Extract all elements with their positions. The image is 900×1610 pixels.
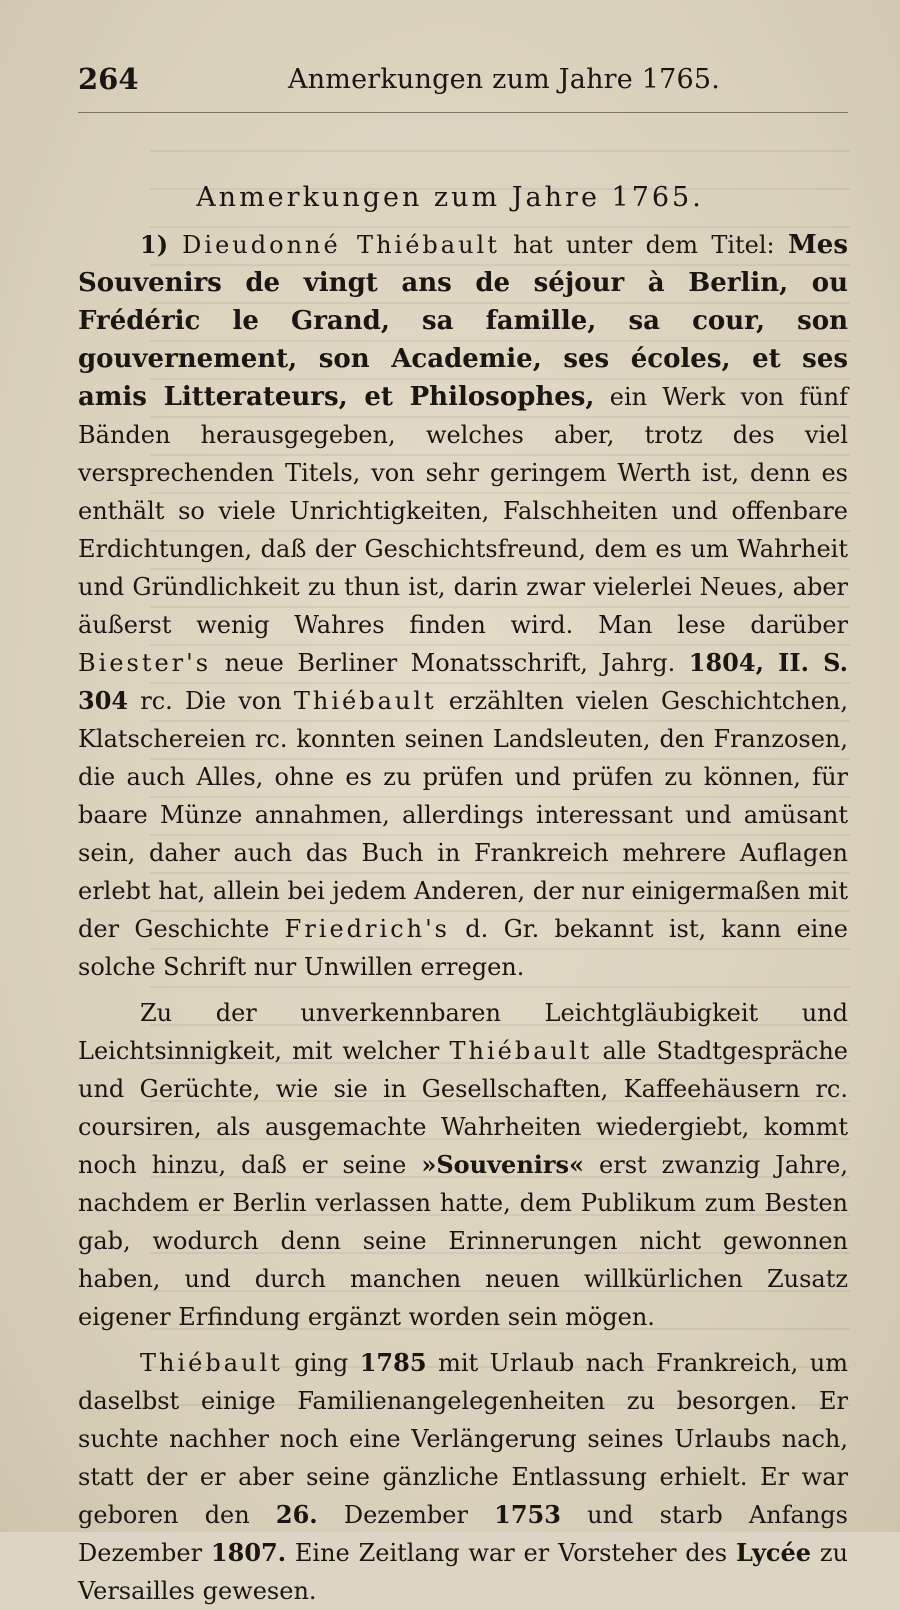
text-span: alle Stadtgespräche und Gerüchte, wie sie in Gesellschaften, Kaffeehäusern rc. coursiren, als ausgemachte Wahrheiten wiedergiebt, kommt noch hinzu, daß er seine	[78, 1037, 848, 1179]
section-title: Anmerkungen zum Jahre 1765.	[196, 182, 704, 213]
journal-reference: 1804, II. S. 304	[78, 648, 848, 715]
souvenirs-title: »Souvenirs«	[421, 1150, 585, 1179]
birth-year: 1753	[494, 1500, 561, 1529]
friedrich-name: Friedrich's	[284, 915, 450, 943]
text-span: und starb Anfangs Dezember	[78, 1501, 848, 1567]
text-span: ein Werk von fünf Bänden herausgegeben, welches aber, trotz des viel versprechenden Titels, von sehr geringem Werth ist, denn es enthält so viele Unrichtigkeiten, Falschheiten und offenbare Erdichtungen, daß der Geschichtsfreund, dem es um Wahrheit und Gründlichkeit zu thun ist, darin zwar vielerlei Neues, aber äußerst wenig Wahres finden wird. Man lese darüber	[78, 383, 848, 639]
death-year: 1807.	[210, 1538, 287, 1567]
author-name: Thiébault	[449, 1037, 593, 1065]
lycee-word: Lycée	[735, 1538, 812, 1567]
author-name: Thiébault	[140, 1349, 283, 1377]
text-span: Zu der unverkennbaren Leichtgläubigkeit und Leichtsinnigkeit, mit welcher	[78, 999, 848, 1065]
paragraph-3	[78, 1344, 848, 1610]
biester-name: Biester's	[78, 649, 212, 677]
author-name: Thiébault	[293, 687, 437, 715]
running-title: Anmerkungen zum Jahre 1765.	[288, 64, 721, 95]
author-name: Dieudonné Thiébault	[182, 231, 500, 259]
text-span: erzählten vielen Geschichtchen, Klatschereien rc. konnten seinen Landsleuten, den Franzosen, die auch Alles, ohne es zu prüfen und prüfen zu können, für baare Münze annahmen, allerdings interessant und amüsant sein, daher auch das Buch in Frankreich mehrere Auflagen erlebt hat, allein bei jedem Anderen, der nur einigermaßen mit der Geschichte	[78, 687, 848, 943]
text-span: d. Gr. bekannt ist, kann eine solche Schrift nur Unwillen erregen.	[78, 915, 849, 981]
text-span: Dezember	[317, 1501, 495, 1529]
birth-day: 26.	[275, 1500, 318, 1529]
note-number: 1)	[140, 230, 183, 259]
text-span: neue Berliner Monatsschrift, Jahrg.	[211, 649, 689, 677]
paragraph-2	[78, 994, 848, 1336]
page-number: 264	[78, 62, 139, 96]
text-span: zu Versailles gewesen.	[78, 1539, 849, 1605]
french-title: Mes Souvenirs de vingt ans de séjour à Berlin, ou Frédéric le Grand, sa famille, sa cour, son gouvernement, son Academie, ses écoles, et ses amis Litterateurs, et Philosophes,	[78, 230, 848, 412]
text-span: erst zwanzig Jahre, nachdem er Berlin verlassen hatte, dem Publikum zum Besten gab, wodurch denn seine Erinnerungen nicht gewonnen haben, und durch manchen neuen willkürlichen Zusatz eigener Erfindung ergänzt worden sein mögen.	[78, 1151, 848, 1331]
text-span: ging	[282, 1349, 360, 1377]
header-rule	[78, 112, 848, 113]
year-1785: 1785	[359, 1348, 427, 1377]
body-text	[78, 226, 848, 1610]
text-span: hat unter dem Titel:	[499, 231, 789, 259]
page-header	[78, 62, 840, 106]
text-span: mit Urlaub nach Frankreich, um daselbst einige Familienangelegenheiten zu besorgen. Er suchte nachher noch eine Verlängerung seines Urlaubs nach, statt der er aber seine gänzliche Entlassung erhielt. Er war geboren den	[78, 1349, 848, 1529]
text-span: rc. Die von	[128, 687, 294, 715]
note-1	[78, 226, 848, 986]
text-span: Eine Zeitlang war er Vorsteher des	[286, 1539, 736, 1567]
